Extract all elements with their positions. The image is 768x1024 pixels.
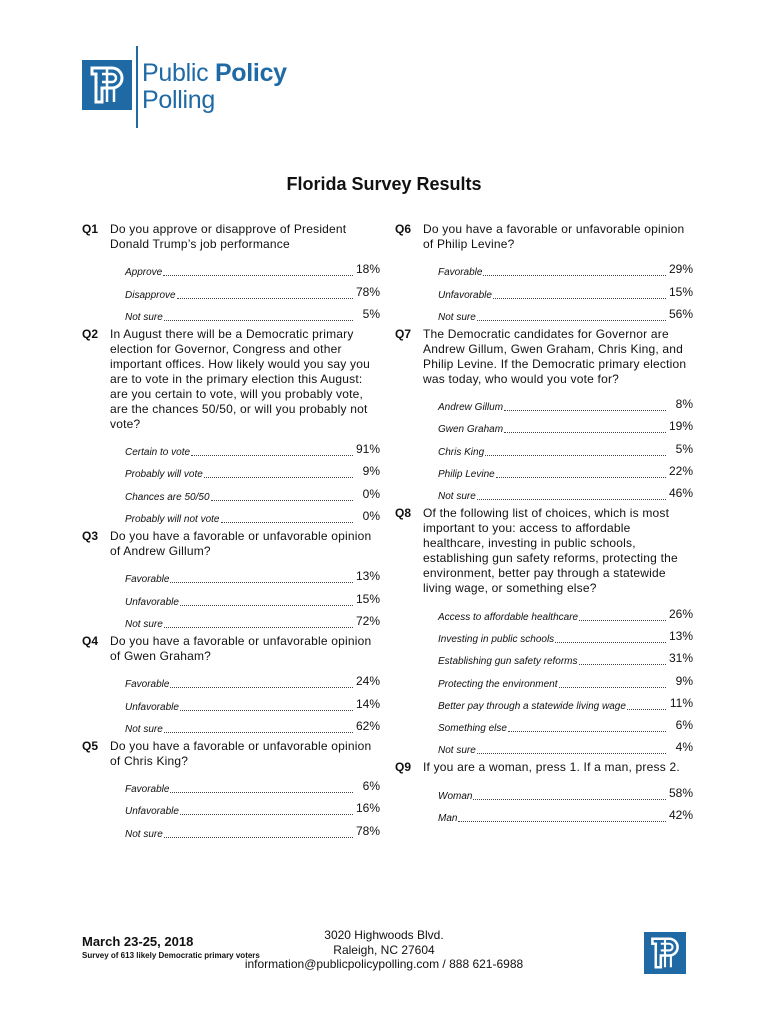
survey-date: March 23-25, 2018 [82,934,194,949]
question-number: Q4 [82,633,99,648]
answer-label: Man [438,813,458,825]
page-title: Florida Survey Results [286,174,482,194]
answer-label: Not sure [125,828,163,840]
answer-list [438,257,693,324]
answer-label: Disapprove [125,289,176,301]
question-block [82,222,380,324]
answer-row [438,414,693,436]
answer-row [438,624,693,646]
dot-leader [477,499,666,500]
question-block [82,634,380,736]
answer-label: Favorable [438,267,483,279]
logo-wordmark: Public Policy Polling [142,59,287,114]
answer-value: 26% [668,606,693,621]
answer-value: 8% [675,397,693,412]
dot-leader [508,731,666,732]
dot-leader [496,477,666,478]
answer-value: 78% [355,823,380,838]
dot-leader [163,275,353,276]
logo-divider [136,46,138,128]
question-text: Do you approve or disapprove of President Donald Trump’s job performance [110,222,347,251]
answer-list [125,564,380,631]
question-text: If you are a woman, press 1. If a man, press 2. [423,760,680,775]
contact-line: information@publicpolicypolling.com / 888 621-6988 [244,957,524,971]
answer-row [125,504,380,526]
answer-row [438,392,693,414]
dot-leader [493,298,666,299]
dot-leader [504,410,666,411]
question-block [395,222,693,324]
dot-leader [164,732,353,733]
answer-value: 15% [668,284,693,299]
question-number: Q5 [82,738,99,753]
answer-value: 58% [668,785,693,800]
dot-leader [627,709,666,710]
answer-value: 15% [355,591,380,606]
answer-row [438,436,693,458]
question-text: Do you have a favorable or unfavorable opinion of Chris King? [110,738,372,768]
answer-label: Not sure [438,745,476,757]
answer-row [438,481,693,503]
question-number: Q1 [82,222,99,236]
dot-leader [559,687,666,688]
answer-row [125,257,380,279]
answer-value: 18% [355,262,380,277]
question-number: Q3 [82,529,99,544]
answer-label: Gwen Graham [438,424,504,436]
dot-leader [170,792,353,793]
answer-row [125,481,380,503]
question-block [395,760,693,825]
answer-row [125,564,380,586]
address-line-2: Raleigh, NC 27604 [333,942,435,957]
answer-value: 29% [668,262,693,277]
dot-leader [485,455,666,456]
question-text: The Democratic candidates for Governor are Andrew Gillum, Gwen Graham, Chris King, and Philip Levine. If the Democratic primary election was today, who would you vote for? [423,326,687,386]
answer-list [125,774,380,841]
answer-row [438,459,693,481]
question-block [82,529,380,631]
answer-row [438,668,693,690]
dot-leader [180,814,353,815]
logo-mark [82,60,132,110]
answer-value: 46% [668,486,693,501]
answer-value: 72% [355,613,380,628]
question-number: Q2 [82,326,99,341]
answer-row [125,714,380,736]
question-block [395,327,693,503]
answer-label: Investing in public schools [438,633,555,645]
answer-row [125,437,380,459]
answer-value: 5% [362,306,380,321]
dot-leader [180,710,353,711]
question-number: Q6 [395,222,412,236]
answer-label: Unfavorable [125,596,179,608]
answer-value: 13% [668,628,693,643]
dot-leader [473,799,666,800]
answer-label: Access to affordable healthcare [438,611,579,623]
answer-row [438,279,693,301]
dot-leader [477,753,666,754]
answer-label: Unfavorable [125,806,179,818]
answer-label: Chances are 50/50 [125,491,210,503]
dot-leader [191,455,353,456]
answer-label: Unfavorable [438,289,492,301]
answer-label: Andrew Gillum [438,402,504,414]
answer-label: Establishing gun safety reforms [438,656,578,668]
question-text: In August there will be a Democratic primary election for Governor, Congress and other important offices. How likely would you say you are to vote in the primary election this August: are you certain to vote, will you probably vote, are the chances 50/50, or will you probably not vote? [110,326,370,431]
answer-row [125,586,380,608]
answer-label: Probably will vote [125,469,203,481]
answer-list [438,392,693,503]
answer-row [438,302,693,324]
answer-label: Approve [125,267,163,279]
answer-value: 9% [675,673,693,688]
answer-label: Unfavorable [125,701,179,713]
answer-value: 6% [362,779,380,794]
question-block [395,506,693,757]
dot-leader [221,522,354,523]
answer-value: 24% [355,674,380,689]
answer-value: 78% [355,284,380,299]
answer-label: Not sure [125,311,163,323]
question-block [82,739,380,841]
answer-value: 62% [355,718,380,733]
question-number: Q8 [395,506,412,521]
dot-leader [164,837,353,838]
answer-row [125,279,380,301]
answer-row [438,780,693,802]
answer-label: Favorable [125,574,170,586]
answer-value: 22% [668,464,693,479]
answer-value: 14% [355,696,380,711]
question-number: Q9 [395,760,412,775]
answer-label: Not sure [125,618,163,630]
right-column [395,222,693,828]
answer-list [438,601,693,757]
answer-row [125,669,380,691]
dot-leader [180,605,353,606]
answer-label: Favorable [125,784,170,796]
dot-leader [170,687,353,688]
answer-row [438,646,693,668]
answer-label: Better pay through a statewide living wage [438,700,626,712]
address-line-1: 3020 Highwoods Blvd. [324,928,444,942]
answer-label: Certain to vote [125,447,191,459]
answer-label: Something else [438,723,507,735]
answer-row [125,774,380,796]
answer-row [125,459,380,481]
answer-label: Woman [438,790,473,802]
answer-value: 19% [668,419,693,434]
answer-value: 9% [362,464,380,479]
dot-leader [164,320,353,321]
answer-label: Favorable [125,679,170,691]
question-block [82,327,380,526]
answer-row [438,691,693,713]
answer-value: 16% [355,801,380,816]
answer-value: 0% [362,486,380,501]
survey-description: Survey of 613 likely Democratic primary voters [82,951,260,960]
answer-row [125,302,380,324]
footer-logo-mark [644,932,686,974]
question-text: Of the following list of choices, which is most important to you: access to affordable healthcare, investing in public schools, establishing gun safety reforms, protecting the environment, better pay through a statewide living wage, or something else? [423,506,678,596]
answer-row [125,609,380,631]
answer-value: 56% [668,306,693,321]
answer-label: Chris King [438,446,485,458]
question-text: Do you have a favorable or unfavorable opinion of Andrew Gillum? [110,529,372,559]
answer-row [125,796,380,818]
dot-leader [177,298,353,299]
answer-value: 42% [668,808,693,823]
left-column [82,222,380,844]
dot-leader [204,477,353,478]
dot-leader [170,582,353,583]
answer-list [125,257,380,324]
answer-row [438,257,693,279]
answer-row [438,803,693,825]
answer-value: 91% [355,442,380,457]
answer-row [125,818,380,840]
answer-value: 4% [675,740,693,755]
answer-row [125,691,380,713]
dot-leader [504,432,666,433]
answer-list [438,780,693,825]
dot-leader [211,500,353,501]
answer-list [125,437,380,526]
answer-row [438,713,693,735]
answer-label: Not sure [438,491,476,503]
dot-leader [579,664,666,665]
answer-value: 0% [362,509,380,524]
answer-row [438,601,693,623]
dot-leader [164,627,353,628]
answer-value: 11% [669,695,693,710]
answer-value: 13% [355,569,380,584]
answer-label: Not sure [125,723,163,735]
question-number: Q7 [395,326,412,341]
answer-list [125,669,380,736]
answer-label: Not sure [438,311,476,323]
answer-value: 31% [668,651,693,666]
answer-label: Protecting the environment [438,678,558,690]
dot-leader [555,642,666,643]
answer-label: Probably will not vote [125,514,220,526]
answer-value: 6% [675,718,693,733]
answer-label: Philip Levine [438,469,495,481]
question-text: Do you have a favorable or unfavorable opinion of Philip Levine? [423,222,685,251]
question-text: Do you have a favorable or unfavorable opinion of Gwen Graham? [110,633,372,663]
dot-leader [458,821,666,822]
answer-row [438,735,693,757]
answer-value: 5% [675,441,693,456]
dot-leader [477,320,666,321]
dot-leader [579,620,666,621]
dot-leader [483,275,666,276]
